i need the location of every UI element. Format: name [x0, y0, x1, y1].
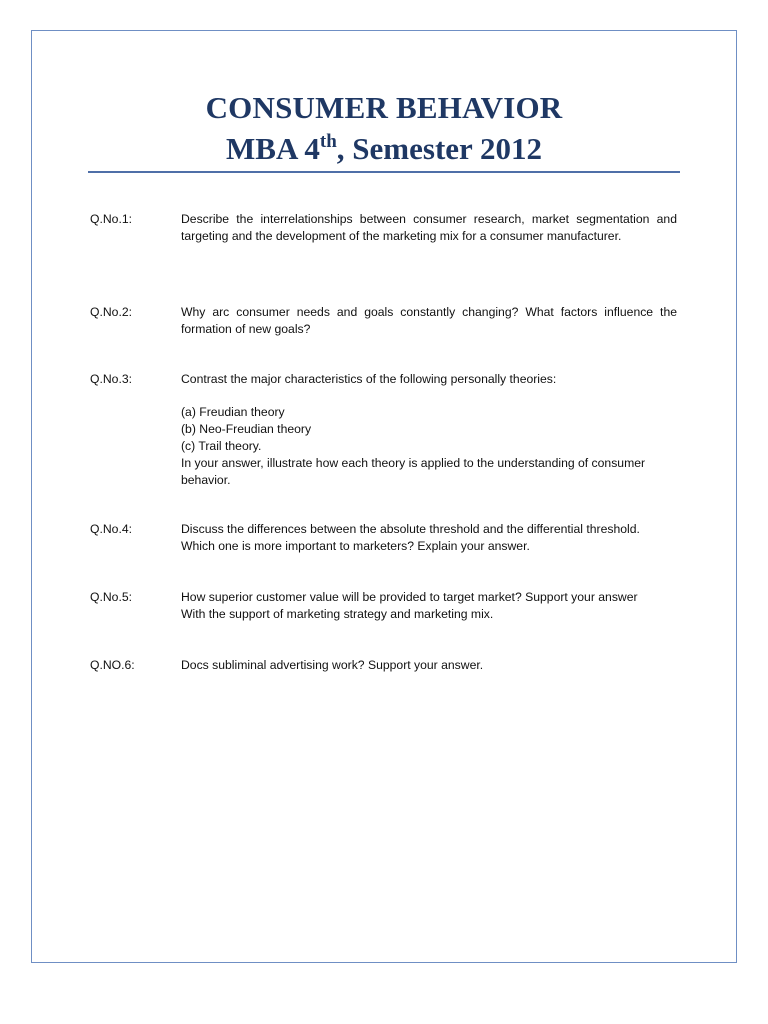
question-4 [90, 521, 678, 555]
title-program: MBA 4 [226, 131, 320, 166]
title-divider [88, 171, 680, 173]
question-outro: In your answer, illustrate how each theory is applied to the understanding of consumer behavior. [181, 456, 646, 487]
question-line: With the support of marketing strategy and marketing mix. [181, 607, 494, 621]
question-text: Why arc consumer needs and goals constantly changing? What factors influence the formation of new goals? [181, 305, 677, 336]
question-number: Q.No.4: [90, 522, 132, 536]
page-border [31, 30, 737, 963]
question-text: Describe the interrelationships between consumer research, market segmentation and targeting and the development of the marketing mix for a consumer manufacturer. [181, 212, 677, 243]
question-number: Q.No.5: [90, 590, 132, 604]
title-ordinal-suffix: th [319, 131, 337, 152]
question-body [181, 371, 677, 489]
question-text: Docs subliminal advertising work? Support your answer. [181, 658, 484, 672]
title-course-name: CONSUMER BEHAVIOR [205, 90, 563, 125]
question-line: How superior customer value will be provided to target market? Support your answer [181, 590, 638, 604]
question-5 [90, 589, 678, 623]
question-2 [90, 304, 678, 338]
question-body [181, 589, 677, 623]
title-program-semester [88, 129, 680, 169]
question-6 [90, 657, 678, 674]
question-body [181, 521, 677, 555]
question-line: Which one is more important to marketers? Explain your answer. [181, 539, 530, 553]
question-1 [90, 211, 678, 245]
question-3 [90, 371, 678, 489]
list-item: (a) Freudian theory [181, 405, 285, 419]
question-number: Q.No.2: [90, 305, 132, 319]
title-semester-year: , Semester 2012 [336, 131, 542, 166]
question-intro: Contrast the major characteristics of the following personally theories: [181, 372, 557, 386]
document-title [88, 88, 680, 169]
question-number: Q.NO.6: [90, 658, 135, 672]
list-item: (c) Trail theory. [181, 439, 262, 453]
list-item: (b) Neo-Freudian theory [181, 422, 312, 436]
question-number: Q.No.1: [90, 212, 132, 226]
question-number: Q.No.3: [90, 372, 132, 386]
spacer [181, 388, 677, 404]
question-line: Discuss the differences between the absolute threshold and the differential threshold. [181, 522, 640, 536]
